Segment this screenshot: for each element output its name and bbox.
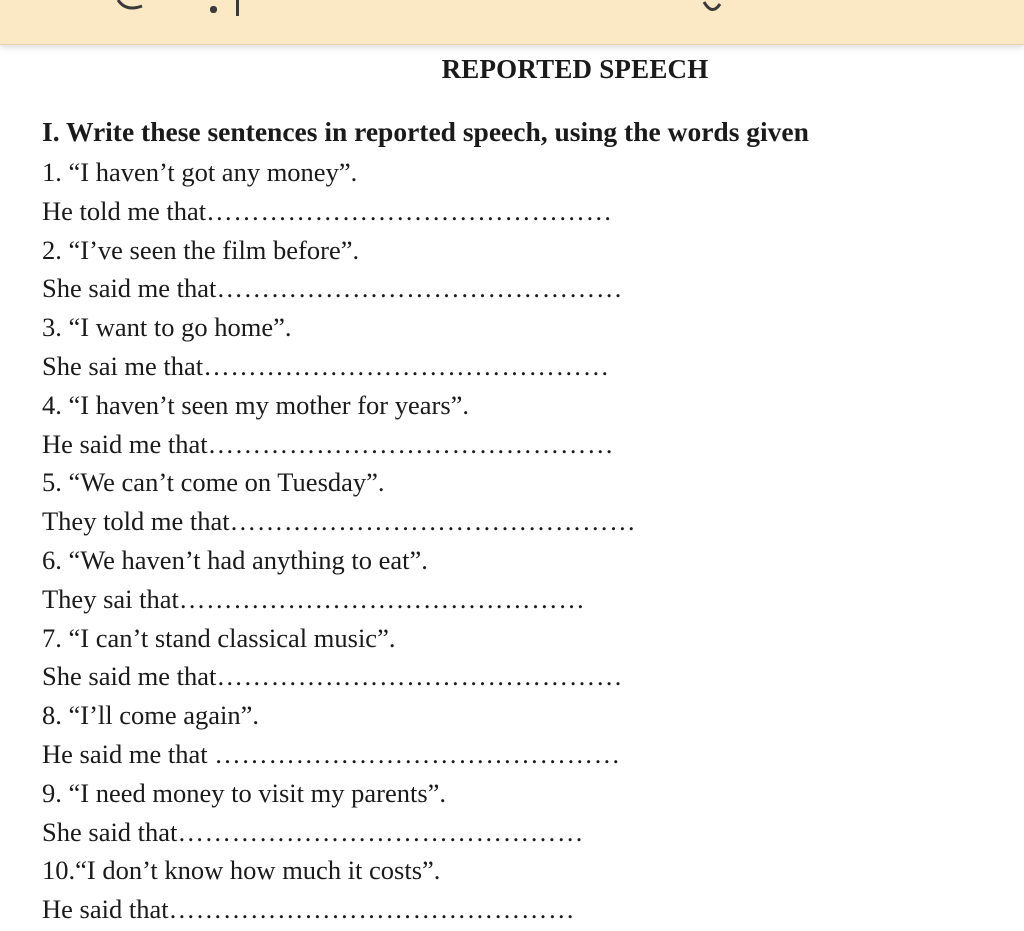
exercise-quote: 3. “I want to go home”. xyxy=(42,312,292,343)
answer-prompt[interactable] xyxy=(42,349,1002,388)
prompt-text: He said me that xyxy=(42,428,208,459)
answer-prompt[interactable] xyxy=(42,659,1002,698)
exercise-quote: 1. “I haven’t got any money”. xyxy=(42,157,358,187)
answer-prompt[interactable] xyxy=(42,815,1002,854)
prompt-text: They told me that xyxy=(42,506,230,537)
prompt-text: He told me that xyxy=(42,195,207,226)
answer-prompt[interactable] xyxy=(42,194,1002,233)
exercise-quote: 8. “I’ll come again”. xyxy=(42,700,260,731)
exercise-item xyxy=(42,388,1002,466)
prompt-text: He said that xyxy=(42,894,169,925)
exercise-quote: 5. “We can’t come on Tuesday”. xyxy=(42,467,385,498)
exercise-item xyxy=(42,465,1002,543)
answer-prompt[interactable] xyxy=(42,271,1002,310)
exercise-quote: 6. “We haven’t had anything to eat”. xyxy=(42,544,428,575)
answer-prompt[interactable] xyxy=(42,582,1002,621)
answer-blank[interactable]: ……………………………………… xyxy=(206,195,613,226)
answer-blank[interactable]: ……………………………………… xyxy=(203,350,610,381)
answer-blank[interactable]: ……………………………………… xyxy=(216,273,623,304)
answer-blank[interactable]: ……………………………………… xyxy=(178,583,586,614)
prompt-text: She said me that xyxy=(42,661,217,692)
exercise-item xyxy=(42,853,1002,931)
answer-prompt[interactable] xyxy=(42,892,1002,931)
answer-blank[interactable]: ……………………………………… xyxy=(168,894,576,925)
top-banner xyxy=(0,0,1024,45)
page-title: REPORTED SPEECH xyxy=(441,54,709,84)
exercise-quote: 2. “I’ve seen the film before”. xyxy=(42,234,360,265)
answer-prompt[interactable] xyxy=(42,504,1002,543)
exercise-quote: 10.“I don’t know how much it costs”. xyxy=(42,855,441,886)
answer-prompt[interactable] xyxy=(42,737,1002,776)
answer-blank[interactable]: ……………………………………… xyxy=(207,428,615,459)
prompt-text: She said me that xyxy=(42,273,217,304)
exercise-item xyxy=(42,621,1002,699)
exercise-item xyxy=(42,310,1002,388)
exercise-item xyxy=(42,155,1002,233)
exercise-item xyxy=(42,776,1002,854)
section-heading: I. Write these sentences in reported speech, using the words given xyxy=(42,116,809,147)
answer-blank[interactable]: ……………………………………… xyxy=(214,738,621,769)
exercise-quote: 4. “I haven’t seen my mother for years”. xyxy=(42,389,470,420)
answer-prompt[interactable] xyxy=(42,427,1002,466)
exercise-item xyxy=(42,233,1002,311)
cropped-text-fragments xyxy=(0,0,1024,44)
prompt-text: He said me that xyxy=(42,738,215,769)
prompt-text: She sai me that xyxy=(42,350,204,381)
exercise-quote: 9. “I need money to visit my parents”. xyxy=(42,777,447,808)
exercise-quote: 7. “I can’t stand classical music”. xyxy=(42,622,396,653)
answer-blank[interactable]: ……………………………………… xyxy=(229,506,637,537)
answer-blank[interactable]: ……………………………………… xyxy=(177,816,584,847)
exercise-list xyxy=(42,155,1002,931)
prompt-text: She said that xyxy=(42,816,178,847)
exercise-item xyxy=(42,698,1002,776)
answer-blank[interactable]: ……………………………………… xyxy=(216,661,623,692)
exercise-item xyxy=(42,543,1002,621)
prompt-text: They sai that xyxy=(42,583,179,614)
